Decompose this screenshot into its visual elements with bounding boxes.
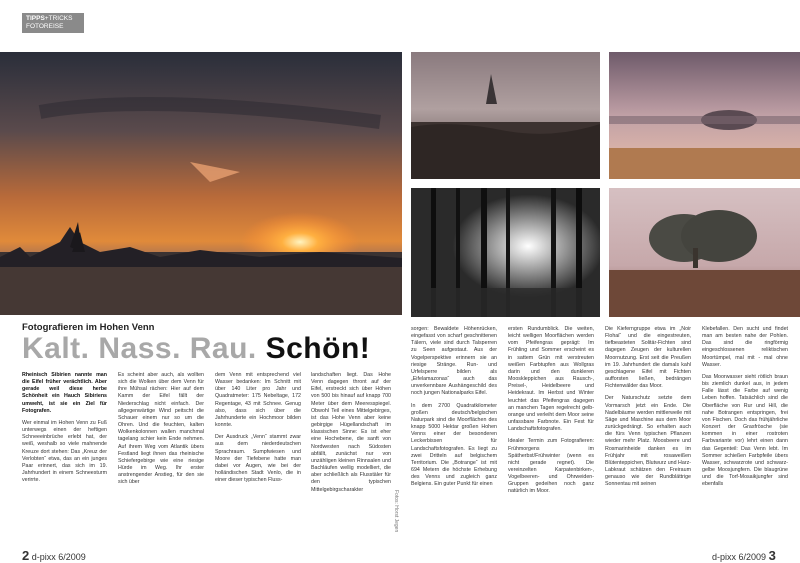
footer-magazine-left: d-pixx 6/2009 — [31, 552, 86, 562]
article-kicker: Fotografieren im Hohen Venn — [22, 322, 155, 333]
body-paragraph: Es scheint aber auch, als wollten sich die Wolken über dem Venn für ihre Mühsal rächen: Hier auf dem Kamm der Eifel fällt der Niederschlag nicht einfach. Der allgegenwärtige Wind peitscht die Schauer einem nur so um die Ohren. Und die feuchten, kalten Wolkenkolonnen wallen manchmal tagelang schier kein Ende nehmen. Auf ihrem Weg vom Atlantik übers Festland liegt ihnen das rheinische Schiefergebirge wie eine riesige Hürde im Weg. Ihr erster anstrengender Anstieg, für den sie sich über — [118, 372, 204, 486]
body-paragraph: Wer einmal im Hohen Venn zu Fuß unterwegs einen der heftigen Schneeeinbrüche erlebt hat, der weiß, weshalb so viele mahnende Kreuze dort stehen: Das „Kreuz der Verlobten“ etwa, das an ein junges Paar erinnert, das sich im 19. Jahrhundert in einem Schneesturm verirrte. — [22, 419, 107, 484]
misty-tree-photo — [411, 52, 600, 179]
headline-rau: Rau. — [189, 332, 266, 365]
photo-credit: Fotos: Horst Jegen — [393, 490, 399, 533]
lead-paragraph: Rheinisch Sibirien nannte man die Eifel früher verächtlich. Aber gerade weil diese herbe Schönheit ein Hauch Sibiriens umweht, ist sie ein Ziel für Fotografen. — [22, 372, 107, 414]
text-column-3 — [215, 372, 301, 550]
text-column-2 — [118, 372, 204, 550]
pink-fog-photo — [609, 52, 800, 179]
body-paragraph: sorgen: Bewaldete Höhenrücken, eingefasst von scharf geschnittenen Tälern, viele sind durch Talsperren zu Seen aufgestaut. Aus der Vogelperspektive erinnern sie an riesige Stränge. Run- und Urfelsperre bilden als „Eifelamazonas“ auch das unverkennbare Aushängeschild des noch jungen Nationalparks Eifel. — [411, 326, 497, 397]
body-paragraph: Idealer Termin zum Fotografieren: Frühmorgens im Spätherbst/Frühwinter (wenn es nicht gerade regnet). Die vereinzelten Karpatenbirken-, Vogelbeeren- und Ohrweiden-Gruppen gedeihen noch ganz natürlich im Moor. — [508, 438, 594, 495]
headline-schoen: Schön! — [265, 332, 371, 365]
body-paragraph: dem Venn mit entsprechend viel Wasser bedanken: Im Schnitt mit über 140 Liter pro Jahr und Quadratmeter: 175 Nebeltage, 172 Regentage, 43 mit Schnee. Genug also, dass sich über die Jahrhunderte ein Hochmoor bilden konnte. — [215, 372, 301, 429]
body-paragraph: ersten Rundumblick. Die weiten, leicht welligen Moorflächen werden vom Pfeifengras geprägt: Im Frühling und Sommer erscheint es in sattem Grün mit verstreuten weißen Farbtupfen aus Wollgras darin und den dunkleren Mooskleppichen aus Rausch-, Preisel-, Heidelbeere und Heidekraut. Im Herbst und Winter leuchtet das Pfeifengras dagegen an manchen Tagen regelrecht gelb-orange und verleiht dem Moor seine unfassbare Farbnote. Ein Fest für Landschaftsfotografen. — [508, 326, 594, 433]
body-paragraph: Die Kieferngruppe etwa im „Noir Flohai“ und die eingestreuten, tiefbeasteten Solitär-Fichten sind dagegen Zeugen der kulturellen Moornutzung. Erst seit die Preußen im 19. Jahrhundert die damals kahl geschlagene Eifel mit Fichten aufforsten ließen, bedrängen Fichtenwälder das Moor. — [605, 326, 691, 390]
body-paragraph: Der Ausdruck „Venn“ stammt zwar aus dem niederdeutschen Sprachraum. Sumpfwiesen und Moore der Tiefebene hatte man dabei vor Augen, wie bei der holländischen Stadt Venlo, die in einer dieser typischen Fluss- — [215, 434, 301, 484]
tag-fotoreise: FOTOREISE — [26, 23, 64, 30]
sunrise-photo — [0, 52, 402, 315]
article-headline — [22, 332, 370, 366]
text-column-4 — [311, 372, 391, 550]
headline-nass: Nass. — [98, 332, 190, 365]
tag-plus: + — [44, 15, 49, 22]
body-paragraph: In dem 2700 Quadratkilometer großen deutsch/belgischen Naturpark sind die Moorflächen des knapp 5000 Hektar großen Hohen Venns einer der besonderen Leckerbissen für Landschaftsfotografen. Es liegt zu zwei Dritteln auf belgischem Territorium. Die „Botrange“ ist mit 694 Metern die höchste Erhebung des Venns und zugleich ganz Belgiens. Ein guter Punkt für einen — [411, 402, 497, 488]
text-column-6 — [508, 326, 594, 550]
text-column-7 — [605, 326, 691, 550]
body-paragraph: landschaften liegt. Das Hohe Venn dagegen thront auf der Eifel, erstreckt sich über Höhen von 500 bis hinauf auf knapp 700 Meter über dem Meeresspiegel. Obwohl Teil eines Mittelgebirges, ist das Hohe Venn aber keine gebirgige Hügellandschaft im klassischen Sinne: Es ist eher eine Hochebene, die sanft von Nordwesten nach Südosten abfällt, zunächst nur von unzähligen kleinen Rinnsalen und Bachläufen wellig modelliert, die aber schließlich als Flusstäler für den typischen Mittelgebirgscharakter — [311, 372, 391, 493]
forest-light-photo — [411, 188, 600, 317]
headline-kalt: Kalt. — [22, 332, 99, 365]
lone-tree-photo — [609, 188, 800, 317]
page-number-left: 2 — [22, 548, 30, 563]
body-paragraph: Klebefallen. Den sucht und findet man am besten nahe der Pohlen. Das sind die ringförmig eingeschlossenen reliktischen Moortümpel, mal mit - mal ohne Wasser. — [702, 326, 788, 368]
tag-tricks: TRICKS — [48, 15, 73, 22]
text-column-5 — [411, 326, 497, 550]
tag-tipps: TIPPS — [26, 15, 45, 22]
text-column-8 — [702, 326, 788, 550]
footer-magazine-right: d-pixx 6/2009 — [712, 552, 767, 562]
section-tag — [22, 13, 84, 33]
page-number-right: 3 — [768, 548, 776, 563]
footer-right — [712, 548, 776, 563]
text-column-1 — [22, 372, 107, 550]
body-paragraph: Der Naturschutz setzte dem Vormarsch jetzt ein Ende. Die Nadelbäume werden mittlerweile mit Säge und Maschine aus dem Moor zurückgedrängt. So erhalten auch die fürs Venn typischen Pflanzen wieder mehr Platz. Moosbeere und Rosmarinheide danken es im Frühjahr mit rosaweißen Blütenteppichen, Blutwurz und Harz-Labkraut schätzen den Freiraum genauso wie der Rundblättrige Sonnentau mit seinen — [605, 395, 691, 488]
footer-left — [22, 548, 86, 563]
body-paragraph: Das Moorwasser sieht rötlich braun bis ziemlich dunkel aus, in jedem Falle lässt die Farbe auf wenig Leben hoffen. Tatsächlich sind die Oberfläche von Rur und Hill, die nahe Botrangen entspringen, frei von Fischen. Doch das frühjährliche Konzert der Grasfrösche (sie kommen in einer rostroten Farbvariante vor) lehrt einen dann das Gegenteil: Das Venn lebt. Im Sommer schießen Farbpfeile übers Wasser, schwarzrote und schwarz-gelbe Moosjungfern. Die blaugrüne und die Torf-Mosaikjungfer sind ebenfalls — [702, 373, 788, 488]
